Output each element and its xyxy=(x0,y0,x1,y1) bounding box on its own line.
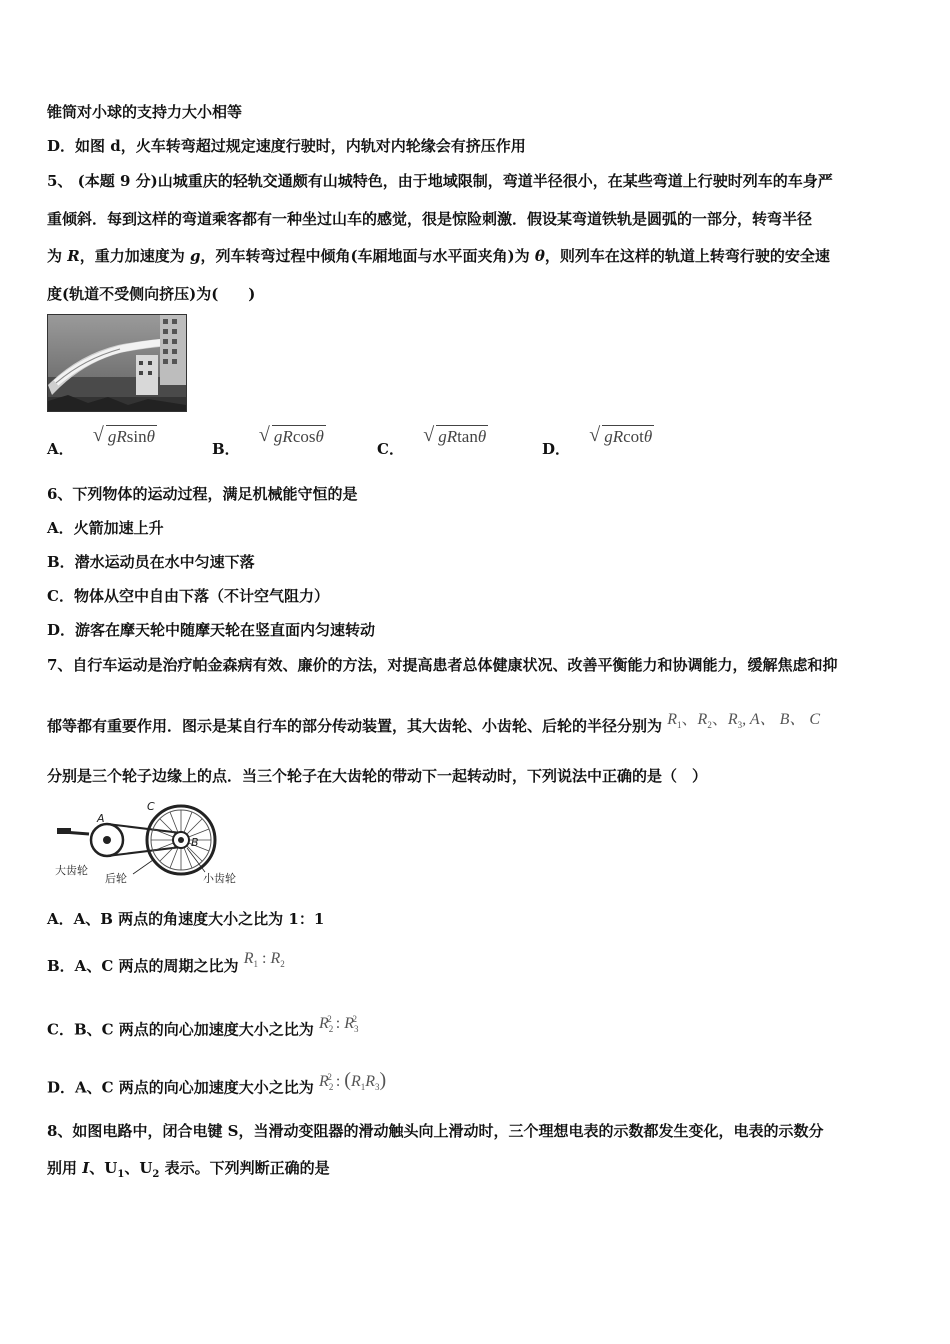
point-b-label: B xyxy=(191,836,199,849)
radii-formula: $R_1$、$R_2$、$R_3$, A、 B、 C xyxy=(667,711,821,731)
formula-r2sq-r3sq: $R_2^2$ : $R_3^2$ xyxy=(319,1014,359,1035)
q6-option-c[interactable]: C．物体从空中自由下落（不计空气阻力） xyxy=(47,587,329,605)
formula-sqrt-cos: √ gRcosθ xyxy=(258,424,324,446)
rear-wheel-leader xyxy=(133,860,153,874)
q7-option-d[interactable]: D．A、C 两点的向心加速度大小之比为 $R_2^2$ : $(R_1R_3)$ xyxy=(47,1069,387,1097)
q5-option-a[interactable]: A． √ gRsinθ xyxy=(47,424,155,458)
big-sprocket-hub xyxy=(103,836,111,844)
q5-stem-2: 重倾斜．每到这样的弯道乘客都有一种坐过山车的感觉，很是惊险刺激．假设某弯道铁轨是圆弧的一部分，转弯半径 xyxy=(47,210,813,228)
q6-option-a[interactable]: A．火箭加速上升 xyxy=(47,519,164,537)
pedal xyxy=(57,828,71,834)
q7-stem-1: 7、自行车运动是治疗帕金森病有效、廉价的方法，对提高患者总体健康状况、改善平衡能力和协调能力，缓解焦虑和抑 xyxy=(47,656,838,674)
q5-stem-1: 5、 (本题 9 分)山城重庆的轻轨交通颇有山城特色，由于地域限制，弯道半径很小，在某些弯道上行驶时列车的车身严 xyxy=(47,172,833,190)
small-sprocket-hub xyxy=(178,837,184,843)
formula-sqrt-tan: √ gRtanθ xyxy=(423,424,487,446)
q7-option-b[interactable]: B．A、C 两点的周期之比为 $R_1$ : $R_2$ xyxy=(47,950,285,975)
q5-option-b[interactable]: B． √ gRcosθ xyxy=(212,424,324,458)
bicycle-diagram-image xyxy=(55,800,255,888)
formula-r1-r2: $R_1$ : $R_2$ xyxy=(243,950,285,970)
rear-wheel-label: 后轮 xyxy=(105,872,127,885)
small-sprocket-label: 小齿轮 xyxy=(203,872,236,885)
q5-option-c[interactable]: C． √ gRtanθ xyxy=(377,424,487,458)
formula-r2sq-r1r3: $R_2^2$ : $(R_1R_3)$ xyxy=(319,1069,387,1093)
point-a-label: A xyxy=(97,812,105,825)
q6-stem: 6、下列物体的运动过程，满足机械能守恒的是 xyxy=(47,485,358,503)
q5-stem-4: 度(轨道不受侧向挤压)为( ) xyxy=(47,285,256,303)
point-c-label: C xyxy=(147,800,155,813)
monorail-photo xyxy=(47,314,187,412)
monorail-image xyxy=(48,315,186,411)
formula-sqrt-cot: √ gRcotθ xyxy=(589,424,653,446)
formula-sqrt-sin: √ gRsinθ xyxy=(92,424,155,446)
q6-option-d[interactable]: D．游客在摩天轮中随摩天轮在竖直面内匀速转动 xyxy=(47,621,376,639)
q7-option-a[interactable]: A．A、B 两点的角速度大小之比为 1：1 xyxy=(47,910,325,928)
q7-option-c[interactable]: C．B、C 两点的向心加速度大小之比为 $R_2^2$ : $R_3^2$ xyxy=(47,1014,359,1039)
option-d-prev: D．如图 d，火车转弯超过规定速度行驶时，内轨对内轮缘会有挤压作用 xyxy=(47,137,526,155)
q7-stem-3: 分别是三个轮子边缘上的点．当三个轮子在大齿轮的带动下一起转动时，下列说法中正确的是（ ） xyxy=(47,767,708,785)
q5-option-d[interactable]: D． √ gRcotθ xyxy=(542,424,653,458)
q8-stem-2: 别用 I、$U_1$、$U_2$ 表示。下列判断正确的是 xyxy=(47,1159,330,1180)
q7-stem-2: 郁等都有重要作用．图示是某自行车的部分传动装置，其大齿轮、小齿轮、后轮的半径分别为 $R_1$、$R_2$、$R_3$, A、 B、 C xyxy=(47,711,821,735)
big-sprocket-label: 大齿轮 xyxy=(55,864,88,877)
q6-option-b[interactable]: B．潜水运动员在水中匀速下落 xyxy=(47,553,255,571)
text-line: 锥筒对小球的支持力大小相等 xyxy=(47,103,243,121)
q5-stem-3: 为 R，重力加速度为 g，列车转弯过程中倾角(车厢地面与水平面夹角)为 θ，则列车在这样的轨道上转弯行驶的安全速 xyxy=(47,247,830,265)
q8-stem-1: 8、如图电路中，闭合电键 S，当滑动变阻器的滑动触头向上滑动时，三个理想电表的示数都发生变化，电表的示数分 xyxy=(47,1122,824,1140)
bicycle-transmission-diagram xyxy=(55,800,255,888)
